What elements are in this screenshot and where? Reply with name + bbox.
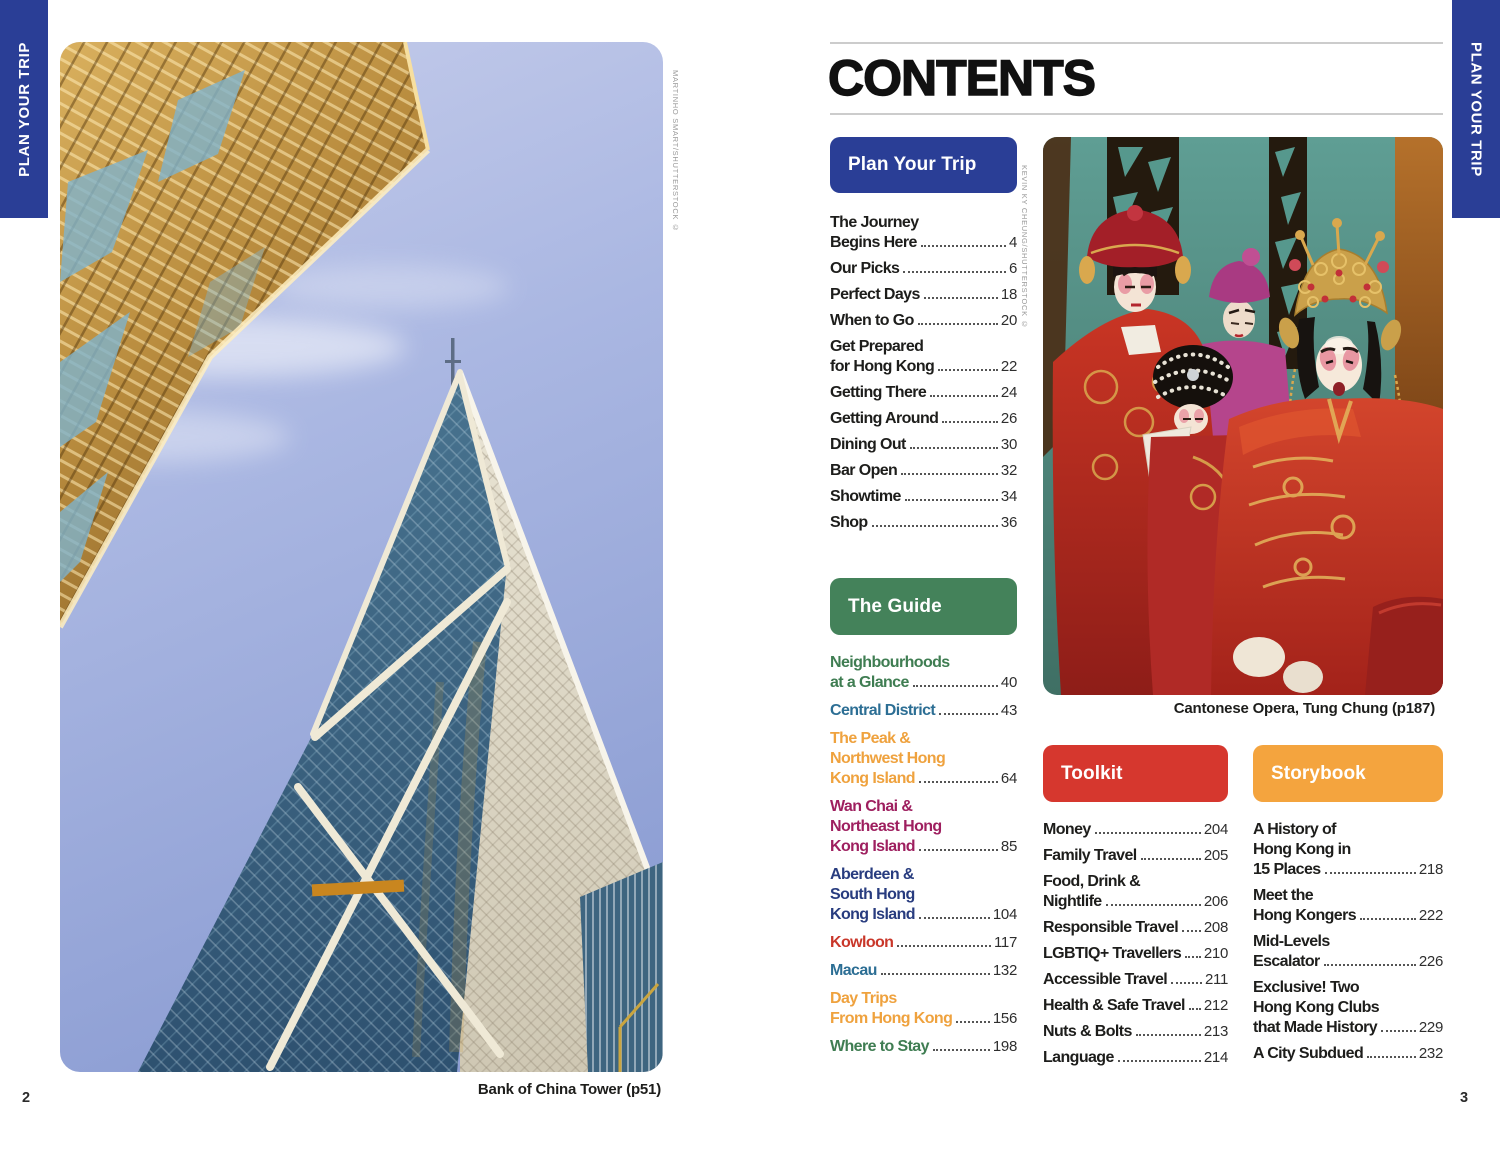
- left-photo-credit: MARTINHO SMART/SHUTTERSTOCK ©: [671, 70, 680, 233]
- toc-entry: Our Picks 6: [830, 260, 1017, 277]
- toolkit-badge: [1043, 745, 1228, 802]
- toolkit-badge-label: Toolkit: [1061, 762, 1123, 784]
- toc-entry: Mid-Levels Escalator 226: [1253, 933, 1443, 970]
- dot-leader: [905, 499, 998, 501]
- toc-entry: Kowloon 117: [830, 934, 1017, 951]
- bank-of-china-tower-illustration: [60, 42, 663, 1072]
- dot-leader: [1381, 1030, 1416, 1032]
- toc-entry: Get Prepared for Hong Kong 22: [830, 338, 1017, 375]
- toc-entry: Nuts & Bolts 213: [1043, 1023, 1228, 1040]
- storybook-column: [1253, 745, 1443, 1070]
- dot-leader: [1325, 872, 1416, 874]
- left-photo-caption: Bank of China Tower (p51): [477, 1081, 661, 1098]
- dot-leader: [933, 1049, 990, 1051]
- dot-leader: [1141, 858, 1201, 860]
- toolkit-list: [1043, 820, 1228, 1068]
- toc-entry: Perfect Days 18: [830, 286, 1017, 303]
- dot-leader: [1171, 982, 1202, 984]
- dot-leader: [1095, 832, 1201, 834]
- dot-leader: [942, 421, 998, 423]
- toc-entry: Day Trips From Hong Kong 156: [830, 990, 1017, 1027]
- plan-your-trip-badge: [830, 137, 1017, 193]
- dot-leader: [938, 369, 998, 371]
- toc-entry: Getting There 24: [830, 384, 1017, 401]
- dot-leader: [903, 271, 1006, 273]
- dot-leader: [901, 473, 998, 475]
- left-page-number: 2: [22, 1090, 31, 1106]
- dot-leader: [1324, 964, 1416, 966]
- toc-entry: Language 214: [1043, 1049, 1228, 1066]
- toc-entry: When to Go 20: [830, 312, 1017, 329]
- header-rule-bottom: [830, 113, 1443, 115]
- toc-entry: Dining Out 30: [830, 436, 1017, 453]
- dot-leader: [881, 973, 990, 975]
- right-photo-credit: KEVIN KY CHEUNG/SHUTTERSTOCK ©: [1020, 165, 1029, 330]
- dot-leader: [1182, 930, 1201, 932]
- left-section-tab-label: PLAN YOUR TRIP: [15, 41, 33, 177]
- dot-leader: [956, 1021, 990, 1023]
- toc-entry: Aberdeen & South Hong Kong Island 104: [830, 866, 1017, 923]
- dot-leader: [919, 849, 998, 851]
- header-rule-top: [830, 42, 1443, 44]
- toc-entry: Macau 132: [830, 962, 1017, 979]
- right-section-tab: [1452, 0, 1500, 218]
- toc-entry: Central District 43: [830, 702, 1017, 719]
- toc-entry: Shop 36: [830, 514, 1017, 531]
- toc-entry: Family Travel 205: [1043, 847, 1228, 864]
- toc-entry: The Journey Begins Here 4: [830, 214, 1017, 251]
- toc-entry: A History of Hong Kong in 15 Places 218: [1253, 821, 1443, 878]
- storybook-badge-label: Storybook: [1271, 762, 1366, 784]
- dot-leader: [919, 917, 990, 919]
- toc-entry: Showtime 34: [830, 488, 1017, 505]
- toc-entry: Food, Drink & Nightlife 206: [1043, 873, 1228, 910]
- dot-leader: [1185, 956, 1201, 958]
- dot-leader: [930, 395, 998, 397]
- toc-entry: Exclusive! Two Hong Kong Clubs that Made History 229: [1253, 979, 1443, 1036]
- dot-leader: [1360, 918, 1416, 920]
- dot-leader: [897, 945, 991, 947]
- toc-entry: The Peak & Northwest Hong Kong Island 64: [830, 730, 1017, 787]
- bank-of-china-tower-photo: [60, 42, 663, 1072]
- toc-entry: Accessible Travel 211: [1043, 971, 1228, 988]
- right-photo-caption: Cantonese Opera, Tung Chung (p187): [1173, 700, 1435, 717]
- toc-entry: A City Subdued 232: [1253, 1045, 1443, 1062]
- dot-leader: [924, 297, 998, 299]
- dot-leader: [1118, 1060, 1201, 1062]
- cantonese-opera-illustration: [1043, 137, 1443, 695]
- right-section-tab-label: PLAN YOUR TRIP: [1467, 41, 1485, 177]
- toc-entry: LGBTIQ+ Travellers 210: [1043, 945, 1228, 962]
- plan-your-trip-list: [830, 213, 1017, 533]
- dot-leader: [921, 245, 1006, 247]
- toc-entry: Where to Stay 198: [830, 1038, 1017, 1055]
- toc-entry: Money 204: [1043, 821, 1228, 838]
- toc-entry: Meet the Hong Kongers 222: [1253, 887, 1443, 924]
- storybook-badge: [1253, 745, 1443, 802]
- the-guide-list: [830, 653, 1017, 1057]
- the-guide-badge: [830, 578, 1017, 635]
- dot-leader: [1189, 1008, 1201, 1010]
- dot-leader: [1136, 1034, 1201, 1036]
- toolkit-column: [1043, 745, 1228, 1074]
- toc-entry: Health & Safe Travel 212: [1043, 997, 1228, 1014]
- dot-leader: [919, 781, 998, 783]
- plan-your-trip-badge-label: Plan Your Trip: [848, 154, 977, 175]
- dot-leader: [913, 685, 998, 687]
- the-guide-badge-label: The Guide: [848, 595, 942, 617]
- dot-leader: [872, 525, 998, 527]
- storybook-list: [1253, 820, 1443, 1064]
- dot-leader: [939, 713, 998, 715]
- dot-leader: [1367, 1056, 1416, 1058]
- right-page-number: 3: [1460, 1090, 1469, 1106]
- toc-entry: Neighbourhoods at a Glance 40: [830, 654, 1017, 691]
- left-section-tab: [0, 0, 48, 218]
- dot-leader: [910, 447, 998, 449]
- contents-title: CONTENTS: [828, 50, 1095, 106]
- toc-entry: Wan Chai & Northeast Hong Kong Island 85: [830, 798, 1017, 855]
- dot-leader: [1106, 904, 1201, 906]
- dot-leader: [918, 323, 998, 325]
- toc-entry: Responsible Travel 208: [1043, 919, 1228, 936]
- toc-entry: Getting Around 26: [830, 410, 1017, 427]
- toc-entry: Bar Open 32: [830, 462, 1017, 479]
- cantonese-opera-photo: [1043, 137, 1443, 695]
- toc-column-main: [830, 137, 1017, 1065]
